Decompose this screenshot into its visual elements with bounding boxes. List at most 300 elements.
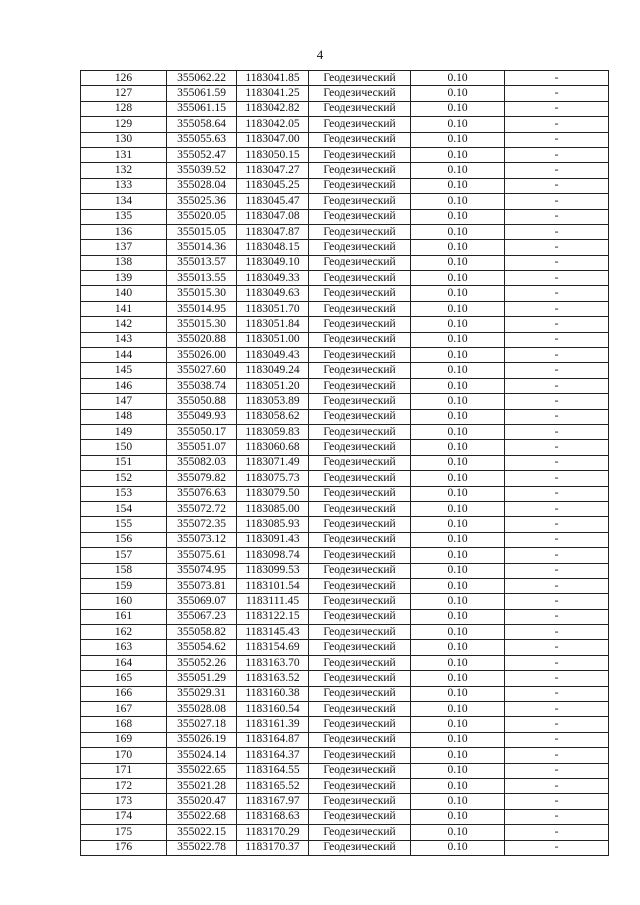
coordinates-table	[80, 70, 609, 856]
method-cell: Геодезический	[309, 455, 411, 470]
point-number-cell: 142	[81, 317, 167, 332]
method-cell: Геодезический	[309, 163, 411, 178]
note-cell: -	[505, 101, 609, 116]
accuracy-cell: 0.10	[411, 132, 505, 147]
accuracy-cell: 0.10	[411, 178, 505, 193]
accuracy-cell: 0.10	[411, 440, 505, 455]
table-row	[81, 224, 609, 239]
point-number-cell: 168	[81, 717, 167, 732]
point-number-cell: 140	[81, 286, 167, 301]
point-number-cell: 149	[81, 424, 167, 439]
y-coordinate-cell: 1183047.08	[237, 209, 309, 224]
x-coordinate-cell: 355054.62	[167, 640, 237, 655]
table-row	[81, 455, 609, 470]
x-coordinate-cell: 355052.47	[167, 147, 237, 162]
table-row	[81, 194, 609, 209]
note-cell: -	[505, 194, 609, 209]
table-row	[81, 86, 609, 101]
note-cell: -	[505, 517, 609, 532]
method-cell: Геодезический	[309, 424, 411, 439]
y-coordinate-cell: 1183101.54	[237, 578, 309, 593]
accuracy-cell: 0.10	[411, 194, 505, 209]
table-row	[81, 147, 609, 162]
point-number-cell: 163	[81, 640, 167, 655]
note-cell: -	[505, 717, 609, 732]
y-coordinate-cell: 1183051.00	[237, 332, 309, 347]
point-number-cell: 128	[81, 101, 167, 116]
point-number-cell: 174	[81, 809, 167, 824]
x-coordinate-cell: 355051.07	[167, 440, 237, 455]
y-coordinate-cell: 1183041.25	[237, 86, 309, 101]
x-coordinate-cell: 355058.82	[167, 625, 237, 640]
y-coordinate-cell: 1183042.82	[237, 101, 309, 116]
coordinates-table-body	[81, 71, 609, 856]
method-cell: Геодезический	[309, 548, 411, 563]
x-coordinate-cell: 355025.36	[167, 194, 237, 209]
x-coordinate-cell: 355015.30	[167, 317, 237, 332]
x-coordinate-cell: 355073.12	[167, 532, 237, 547]
accuracy-cell: 0.10	[411, 778, 505, 793]
table-row	[81, 732, 609, 747]
accuracy-cell: 0.10	[411, 271, 505, 286]
table-row	[81, 471, 609, 486]
method-cell: Геодезический	[309, 86, 411, 101]
point-number-cell: 141	[81, 301, 167, 316]
y-coordinate-cell: 1183161.39	[237, 717, 309, 732]
point-number-cell: 167	[81, 702, 167, 717]
note-cell: -	[505, 240, 609, 255]
method-cell: Геодезический	[309, 471, 411, 486]
method-cell: Геодезический	[309, 778, 411, 793]
point-number-cell: 132	[81, 163, 167, 178]
method-cell: Геодезический	[309, 486, 411, 501]
point-number-cell: 171	[81, 763, 167, 778]
y-coordinate-cell: 1183167.97	[237, 794, 309, 809]
table-row	[81, 778, 609, 793]
y-coordinate-cell: 1183160.54	[237, 702, 309, 717]
y-coordinate-cell: 1183163.52	[237, 671, 309, 686]
note-cell: -	[505, 609, 609, 624]
method-cell: Геодезический	[309, 594, 411, 609]
x-coordinate-cell: 355074.95	[167, 563, 237, 578]
point-number-cell: 135	[81, 209, 167, 224]
note-cell: -	[505, 317, 609, 332]
note-cell: -	[505, 640, 609, 655]
x-coordinate-cell: 355022.65	[167, 763, 237, 778]
y-coordinate-cell: 1183085.93	[237, 517, 309, 532]
point-number-cell: 158	[81, 563, 167, 578]
point-number-cell: 144	[81, 348, 167, 363]
note-cell: -	[505, 117, 609, 132]
y-coordinate-cell: 1183049.63	[237, 286, 309, 301]
table-row	[81, 501, 609, 516]
accuracy-cell: 0.10	[411, 732, 505, 747]
y-coordinate-cell: 1183051.84	[237, 317, 309, 332]
table-row	[81, 763, 609, 778]
note-cell: -	[505, 471, 609, 486]
method-cell: Геодезический	[309, 378, 411, 393]
point-number-cell: 127	[81, 86, 167, 101]
method-cell: Геодезический	[309, 117, 411, 132]
accuracy-cell: 0.10	[411, 224, 505, 239]
note-cell: -	[505, 794, 609, 809]
y-coordinate-cell: 1183091.43	[237, 532, 309, 547]
accuracy-cell: 0.10	[411, 702, 505, 717]
note-cell: -	[505, 532, 609, 547]
x-coordinate-cell: 355022.15	[167, 825, 237, 840]
method-cell: Геодезический	[309, 271, 411, 286]
x-coordinate-cell: 355072.35	[167, 517, 237, 532]
note-cell: -	[505, 86, 609, 101]
accuracy-cell: 0.10	[411, 763, 505, 778]
table-row	[81, 702, 609, 717]
note-cell: -	[505, 825, 609, 840]
note-cell: -	[505, 578, 609, 593]
table-row	[81, 240, 609, 255]
note-cell: -	[505, 440, 609, 455]
point-number-cell: 148	[81, 409, 167, 424]
accuracy-cell: 0.10	[411, 548, 505, 563]
method-cell: Геодезический	[309, 240, 411, 255]
y-coordinate-cell: 1183048.15	[237, 240, 309, 255]
y-coordinate-cell: 1183164.87	[237, 732, 309, 747]
accuracy-cell: 0.10	[411, 794, 505, 809]
y-coordinate-cell: 1183051.70	[237, 301, 309, 316]
table-row	[81, 317, 609, 332]
accuracy-cell: 0.10	[411, 563, 505, 578]
method-cell: Геодезический	[309, 840, 411, 855]
point-number-cell: 173	[81, 794, 167, 809]
table-row	[81, 348, 609, 363]
x-coordinate-cell: 355038.74	[167, 378, 237, 393]
table-row	[81, 255, 609, 270]
point-number-cell: 146	[81, 378, 167, 393]
accuracy-cell: 0.10	[411, 532, 505, 547]
table-row	[81, 563, 609, 578]
method-cell: Геодезический	[309, 686, 411, 701]
point-number-cell: 126	[81, 71, 167, 86]
point-number-cell: 152	[81, 471, 167, 486]
note-cell: -	[505, 255, 609, 270]
y-coordinate-cell: 1183154.69	[237, 640, 309, 655]
y-coordinate-cell: 1183041.85	[237, 71, 309, 86]
accuracy-cell: 0.10	[411, 363, 505, 378]
table-row	[81, 424, 609, 439]
note-cell: -	[505, 671, 609, 686]
note-cell: -	[505, 748, 609, 763]
method-cell: Геодезический	[309, 763, 411, 778]
y-coordinate-cell: 1183164.37	[237, 748, 309, 763]
accuracy-cell: 0.10	[411, 671, 505, 686]
table-row	[81, 748, 609, 763]
method-cell: Геодезический	[309, 794, 411, 809]
accuracy-cell: 0.10	[411, 117, 505, 132]
table-row	[81, 840, 609, 855]
method-cell: Геодезический	[309, 702, 411, 717]
point-number-cell: 143	[81, 332, 167, 347]
point-number-cell: 172	[81, 778, 167, 793]
table-row	[81, 548, 609, 563]
table-row	[81, 71, 609, 86]
point-number-cell: 161	[81, 609, 167, 624]
accuracy-cell: 0.10	[411, 609, 505, 624]
x-coordinate-cell: 355021.28	[167, 778, 237, 793]
accuracy-cell: 0.10	[411, 655, 505, 670]
x-coordinate-cell: 355067.23	[167, 609, 237, 624]
method-cell: Геодезический	[309, 625, 411, 640]
y-coordinate-cell: 1183053.89	[237, 394, 309, 409]
method-cell: Геодезический	[309, 317, 411, 332]
y-coordinate-cell: 1183060.68	[237, 440, 309, 455]
y-coordinate-cell: 1183059.83	[237, 424, 309, 439]
note-cell: -	[505, 132, 609, 147]
accuracy-cell: 0.10	[411, 394, 505, 409]
point-number-cell: 153	[81, 486, 167, 501]
y-coordinate-cell: 1183047.87	[237, 224, 309, 239]
table-row	[81, 440, 609, 455]
x-coordinate-cell: 355052.26	[167, 655, 237, 670]
x-coordinate-cell: 355050.17	[167, 424, 237, 439]
table-row	[81, 609, 609, 624]
point-number-cell: 147	[81, 394, 167, 409]
accuracy-cell: 0.10	[411, 286, 505, 301]
point-number-cell: 157	[81, 548, 167, 563]
accuracy-cell: 0.10	[411, 840, 505, 855]
table-row	[81, 101, 609, 116]
method-cell: Геодезический	[309, 224, 411, 239]
accuracy-cell: 0.10	[411, 455, 505, 470]
note-cell: -	[505, 778, 609, 793]
x-coordinate-cell: 355027.60	[167, 363, 237, 378]
x-coordinate-cell: 355022.78	[167, 840, 237, 855]
y-coordinate-cell: 1183042.05	[237, 117, 309, 132]
note-cell: -	[505, 209, 609, 224]
method-cell: Геодезический	[309, 394, 411, 409]
accuracy-cell: 0.10	[411, 809, 505, 824]
x-coordinate-cell: 355079.82	[167, 471, 237, 486]
table-row	[81, 209, 609, 224]
table-row	[81, 671, 609, 686]
y-coordinate-cell: 1183049.10	[237, 255, 309, 270]
method-cell: Геодезический	[309, 209, 411, 224]
note-cell: -	[505, 178, 609, 193]
y-coordinate-cell: 1183047.27	[237, 163, 309, 178]
x-coordinate-cell: 355072.72	[167, 501, 237, 516]
accuracy-cell: 0.10	[411, 578, 505, 593]
x-coordinate-cell: 355051.29	[167, 671, 237, 686]
method-cell: Геодезический	[309, 609, 411, 624]
method-cell: Геодезический	[309, 809, 411, 824]
note-cell: -	[505, 501, 609, 516]
table-row	[81, 409, 609, 424]
table-row	[81, 640, 609, 655]
y-coordinate-cell: 1183049.24	[237, 363, 309, 378]
method-cell: Геодезический	[309, 332, 411, 347]
table-row	[81, 794, 609, 809]
accuracy-cell: 0.10	[411, 240, 505, 255]
note-cell: -	[505, 286, 609, 301]
point-number-cell: 166	[81, 686, 167, 701]
note-cell: -	[505, 163, 609, 178]
accuracy-cell: 0.10	[411, 825, 505, 840]
note-cell: -	[505, 71, 609, 86]
y-coordinate-cell: 1183051.20	[237, 378, 309, 393]
method-cell: Геодезический	[309, 194, 411, 209]
note-cell: -	[505, 486, 609, 501]
point-number-cell: 139	[81, 271, 167, 286]
x-coordinate-cell: 355013.55	[167, 271, 237, 286]
note-cell: -	[505, 332, 609, 347]
method-cell: Геодезический	[309, 132, 411, 147]
accuracy-cell: 0.10	[411, 255, 505, 270]
method-cell: Геодезический	[309, 532, 411, 547]
note-cell: -	[505, 702, 609, 717]
y-coordinate-cell: 1183071.49	[237, 455, 309, 470]
point-number-cell: 151	[81, 455, 167, 470]
table-row	[81, 363, 609, 378]
y-coordinate-cell: 1183122.15	[237, 609, 309, 624]
x-coordinate-cell: 355069.07	[167, 594, 237, 609]
y-coordinate-cell: 1183058.62	[237, 409, 309, 424]
note-cell: -	[505, 840, 609, 855]
x-coordinate-cell: 355013.57	[167, 255, 237, 270]
note-cell: -	[505, 686, 609, 701]
accuracy-cell: 0.10	[411, 640, 505, 655]
x-coordinate-cell: 355061.15	[167, 101, 237, 116]
point-number-cell: 136	[81, 224, 167, 239]
method-cell: Геодезический	[309, 409, 411, 424]
accuracy-cell: 0.10	[411, 594, 505, 609]
point-number-cell: 160	[81, 594, 167, 609]
x-coordinate-cell: 355026.00	[167, 348, 237, 363]
table-row	[81, 594, 609, 609]
x-coordinate-cell: 355058.64	[167, 117, 237, 132]
note-cell: -	[505, 732, 609, 747]
x-coordinate-cell: 355082.03	[167, 455, 237, 470]
table-row	[81, 717, 609, 732]
point-number-cell: 176	[81, 840, 167, 855]
y-coordinate-cell: 1183168.63	[237, 809, 309, 824]
accuracy-cell: 0.10	[411, 71, 505, 86]
table-row	[81, 132, 609, 147]
accuracy-cell: 0.10	[411, 517, 505, 532]
method-cell: Геодезический	[309, 301, 411, 316]
x-coordinate-cell: 355027.18	[167, 717, 237, 732]
point-number-cell: 145	[81, 363, 167, 378]
note-cell: -	[505, 424, 609, 439]
table-row	[81, 486, 609, 501]
x-coordinate-cell: 355055.63	[167, 132, 237, 147]
point-number-cell: 155	[81, 517, 167, 532]
y-coordinate-cell: 1183145.43	[237, 625, 309, 640]
x-coordinate-cell: 355028.04	[167, 178, 237, 193]
y-coordinate-cell: 1183050.15	[237, 147, 309, 162]
method-cell: Геодезический	[309, 578, 411, 593]
accuracy-cell: 0.10	[411, 301, 505, 316]
point-number-cell: 165	[81, 671, 167, 686]
x-coordinate-cell: 355014.95	[167, 301, 237, 316]
accuracy-cell: 0.10	[411, 686, 505, 701]
table-row	[81, 809, 609, 824]
method-cell: Геодезический	[309, 348, 411, 363]
y-coordinate-cell: 1183049.33	[237, 271, 309, 286]
table-row	[81, 286, 609, 301]
accuracy-cell: 0.10	[411, 163, 505, 178]
y-coordinate-cell: 1183079.50	[237, 486, 309, 501]
table-row	[81, 163, 609, 178]
table-row	[81, 532, 609, 547]
y-coordinate-cell: 1183098.74	[237, 548, 309, 563]
note-cell: -	[505, 394, 609, 409]
method-cell: Геодезический	[309, 178, 411, 193]
table-row	[81, 394, 609, 409]
accuracy-cell: 0.10	[411, 101, 505, 116]
point-number-cell: 129	[81, 117, 167, 132]
x-coordinate-cell: 355026.19	[167, 732, 237, 747]
accuracy-cell: 0.10	[411, 147, 505, 162]
accuracy-cell: 0.10	[411, 501, 505, 516]
y-coordinate-cell: 1183075.73	[237, 471, 309, 486]
method-cell: Геодезический	[309, 255, 411, 270]
x-coordinate-cell: 355049.93	[167, 409, 237, 424]
accuracy-cell: 0.10	[411, 625, 505, 640]
note-cell: -	[505, 548, 609, 563]
point-number-cell: 175	[81, 825, 167, 840]
x-coordinate-cell: 355014.36	[167, 240, 237, 255]
point-number-cell: 162	[81, 625, 167, 640]
table-row	[81, 578, 609, 593]
x-coordinate-cell: 355050.88	[167, 394, 237, 409]
x-coordinate-cell: 355039.52	[167, 163, 237, 178]
note-cell: -	[505, 348, 609, 363]
y-coordinate-cell: 1183085.00	[237, 501, 309, 516]
point-number-cell: 130	[81, 132, 167, 147]
table-row	[81, 117, 609, 132]
point-number-cell: 156	[81, 532, 167, 547]
table-row	[81, 625, 609, 640]
accuracy-cell: 0.10	[411, 317, 505, 332]
note-cell: -	[505, 809, 609, 824]
note-cell: -	[505, 301, 609, 316]
y-coordinate-cell: 1183170.29	[237, 825, 309, 840]
y-coordinate-cell: 1183111.45	[237, 594, 309, 609]
accuracy-cell: 0.10	[411, 378, 505, 393]
method-cell: Геодезический	[309, 563, 411, 578]
method-cell: Геодезический	[309, 825, 411, 840]
table-row	[81, 271, 609, 286]
y-coordinate-cell: 1183045.47	[237, 194, 309, 209]
x-coordinate-cell: 355029.31	[167, 686, 237, 701]
note-cell: -	[505, 363, 609, 378]
point-number-cell: 150	[81, 440, 167, 455]
x-coordinate-cell: 355020.88	[167, 332, 237, 347]
method-cell: Геодезический	[309, 655, 411, 670]
y-coordinate-cell: 1183165.52	[237, 778, 309, 793]
x-coordinate-cell: 355015.05	[167, 224, 237, 239]
accuracy-cell: 0.10	[411, 486, 505, 501]
note-cell: -	[505, 378, 609, 393]
x-coordinate-cell: 355024.14	[167, 748, 237, 763]
y-coordinate-cell: 1183164.55	[237, 763, 309, 778]
x-coordinate-cell: 355022.68	[167, 809, 237, 824]
method-cell: Геодезический	[309, 71, 411, 86]
method-cell: Геодезический	[309, 517, 411, 532]
accuracy-cell: 0.10	[411, 209, 505, 224]
note-cell: -	[505, 455, 609, 470]
method-cell: Геодезический	[309, 732, 411, 747]
note-cell: -	[505, 655, 609, 670]
point-number-cell: 170	[81, 748, 167, 763]
